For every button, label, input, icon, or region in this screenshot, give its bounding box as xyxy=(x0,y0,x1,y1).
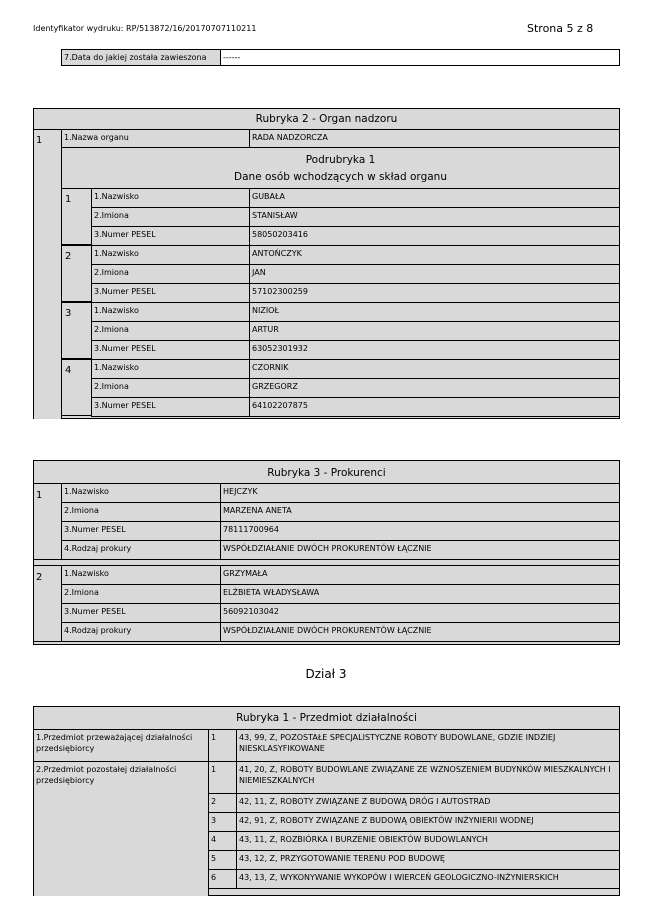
member-index: 1 xyxy=(65,194,72,205)
other-activity-index: 1 xyxy=(208,761,237,794)
other-activity-index: 2 xyxy=(208,793,237,813)
proxy-names-value: MARZENA ANETA xyxy=(220,502,620,522)
rubryka1-title: Rubryka 1 - Przedmiot działalności xyxy=(236,712,417,724)
member-names-label: 2.Imiona xyxy=(91,264,250,284)
proxy-pesel-label: 3.Numer PESEL xyxy=(61,521,221,541)
proxy-names-value: ELŻBIETA WŁADYSŁAWA xyxy=(220,584,620,604)
proxy-surname-label: 1.Nazwisko xyxy=(61,565,221,585)
other-activity-value: 43, 13, Z, WYKONYWANIE WYKOPÓW I WIERCEŃ GEOLOGICZNO-INŻYNIERSKICH xyxy=(236,869,620,889)
member-surname-label: 1.Nazwisko xyxy=(91,359,250,379)
main-activity-value: 43, 99, Z, POZOSTAŁE SPECJALISTYCZNE ROBOTY BUDOWLANE, GDZIE INDZIEJ NIESKLASYFIKOWANE xyxy=(236,729,620,762)
rubryka2-index-cell xyxy=(33,129,62,419)
proxy-surname-value: GRZYMAŁA xyxy=(220,565,620,585)
proxy-pesel-value: 78111700964 xyxy=(220,521,620,541)
member-surname-value: ANTOŃCZYK xyxy=(249,245,620,265)
other-activity-value: 43, 12, Z, PRZYGOTOWANIE TERENU POD BUDOWĘ xyxy=(236,850,620,870)
organ-name-value: RADA NADZORCZA xyxy=(249,129,620,148)
other-activity-index: 5 xyxy=(208,850,237,870)
organ-name-label: 1.Nazwa organu xyxy=(61,129,250,148)
member-surname-label: 1.Nazwisko xyxy=(91,302,250,322)
dzial3-title: Dział 3 xyxy=(305,667,347,681)
suspension-date-value: ------ xyxy=(220,49,620,66)
proxy-kind-value: WSPÓŁDZIAŁANIE DWÓCH PROKURENTÓW ŁĄCZNIE xyxy=(220,622,620,642)
member-pesel-value: 64102207875 xyxy=(249,397,620,417)
other-activity-index: 3 xyxy=(208,812,237,832)
subrubryka-subtitle: Dane osób wchodzących w skład organu xyxy=(234,171,447,183)
member-pesel-label: 3.Numer PESEL xyxy=(91,283,250,303)
member-pesel-label: 3.Numer PESEL xyxy=(91,226,250,246)
member-index: 4 xyxy=(65,365,72,376)
member-pesel-value: 63052301932 xyxy=(249,340,620,360)
rubryka2-title: Rubryka 2 - Organ nadzoru xyxy=(255,113,398,125)
print-identifier: Identyfikator wydruku: RP/513872/16/20170707110211 xyxy=(33,24,257,33)
member-index: 2 xyxy=(65,251,72,262)
member-pesel-value: 57102300259 xyxy=(249,283,620,303)
proxy-kind-label: 4.Rodzaj prokury xyxy=(61,540,221,560)
proxy-names-label: 2.Imiona xyxy=(61,502,221,522)
other-activity-value: 42, 91, Z, ROBOTY ZWIĄZANE Z BUDOWĄ OBIEKTÓW INŻYNIERII WODNEJ xyxy=(236,812,620,832)
proxy-names-label: 2.Imiona xyxy=(61,584,221,604)
proxy-kind-label: 4.Rodzaj prokury xyxy=(61,622,221,642)
member-names-value: GRZEGORZ xyxy=(249,378,620,398)
page-number: Strona 5 z 8 xyxy=(527,22,594,35)
member-index: 3 xyxy=(65,308,72,319)
member-names-value: JAN xyxy=(249,264,620,284)
other-activity-index: 4 xyxy=(208,831,237,851)
member-surname-value: GUBAŁA xyxy=(249,188,620,208)
member-names-value: ARTUR xyxy=(249,321,620,341)
other-activity-value: 43, 11, Z, ROZBIÓRKA I BURZENIE OBIEKTÓW BUDOWLANYCH xyxy=(236,831,620,851)
proxy-index: 1 xyxy=(36,490,43,501)
other-activity-index: 6 xyxy=(208,869,237,889)
member-names-label: 2.Imiona xyxy=(91,321,250,341)
proxy-surname-label: 1.Nazwisko xyxy=(61,483,221,503)
member-surname-label: 1.Nazwisko xyxy=(91,188,250,208)
proxy-pesel-value: 56092103042 xyxy=(220,603,620,623)
main-activity-index: 1 xyxy=(208,729,237,762)
member-pesel-label: 3.Numer PESEL xyxy=(91,340,250,360)
proxy-pesel-label: 3.Numer PESEL xyxy=(61,603,221,623)
main-activity-label: 1.Przedmiot przeważającej działalności przedsiębiorcy xyxy=(33,729,209,762)
member-names-value: STANISŁAW xyxy=(249,207,620,227)
member-surname-value: CZORNIK xyxy=(249,359,620,379)
proxy-index: 2 xyxy=(36,572,43,583)
subrubryka-title: Podrubryka 1 xyxy=(305,154,376,166)
member-surname-value: NIZIOŁ xyxy=(249,302,620,322)
rubryka2-index: 1 xyxy=(36,135,43,146)
member-surname-label: 1.Nazwisko xyxy=(91,245,250,265)
member-pesel-label: 3.Numer PESEL xyxy=(91,397,250,417)
member-pesel-value: 58050203416 xyxy=(249,226,620,246)
proxy-surname-value: HEJCZYK xyxy=(220,483,620,503)
rubryka3-title: Rubryka 3 - Prokurenci xyxy=(267,467,386,479)
member-names-label: 2.Imiona xyxy=(91,207,250,227)
suspension-date-label: 7.Data do jakiej została zawieszona xyxy=(61,49,221,66)
proxy-kind-value: WSPÓŁDZIAŁANIE DWÓCH PROKURENTÓW ŁĄCZNIE xyxy=(220,540,620,560)
other-activity-label: 2.Przedmiot pozostałej działalności przedsiębiorcy xyxy=(33,761,209,896)
other-activity-value: 41, 20, Z, ROBOTY BUDOWLANE ZWIĄZANE ZE WZNOSZENIEM BUDYNKÓW MIESZKALNYCH I NIEMIESZKALNYCH xyxy=(236,761,620,794)
other-activity-value: 42, 11, Z, ROBOTY ZWIĄZANE Z BUDOWĄ DRÓG I AUTOSTRAD xyxy=(236,793,620,813)
member-names-label: 2.Imiona xyxy=(91,378,250,398)
